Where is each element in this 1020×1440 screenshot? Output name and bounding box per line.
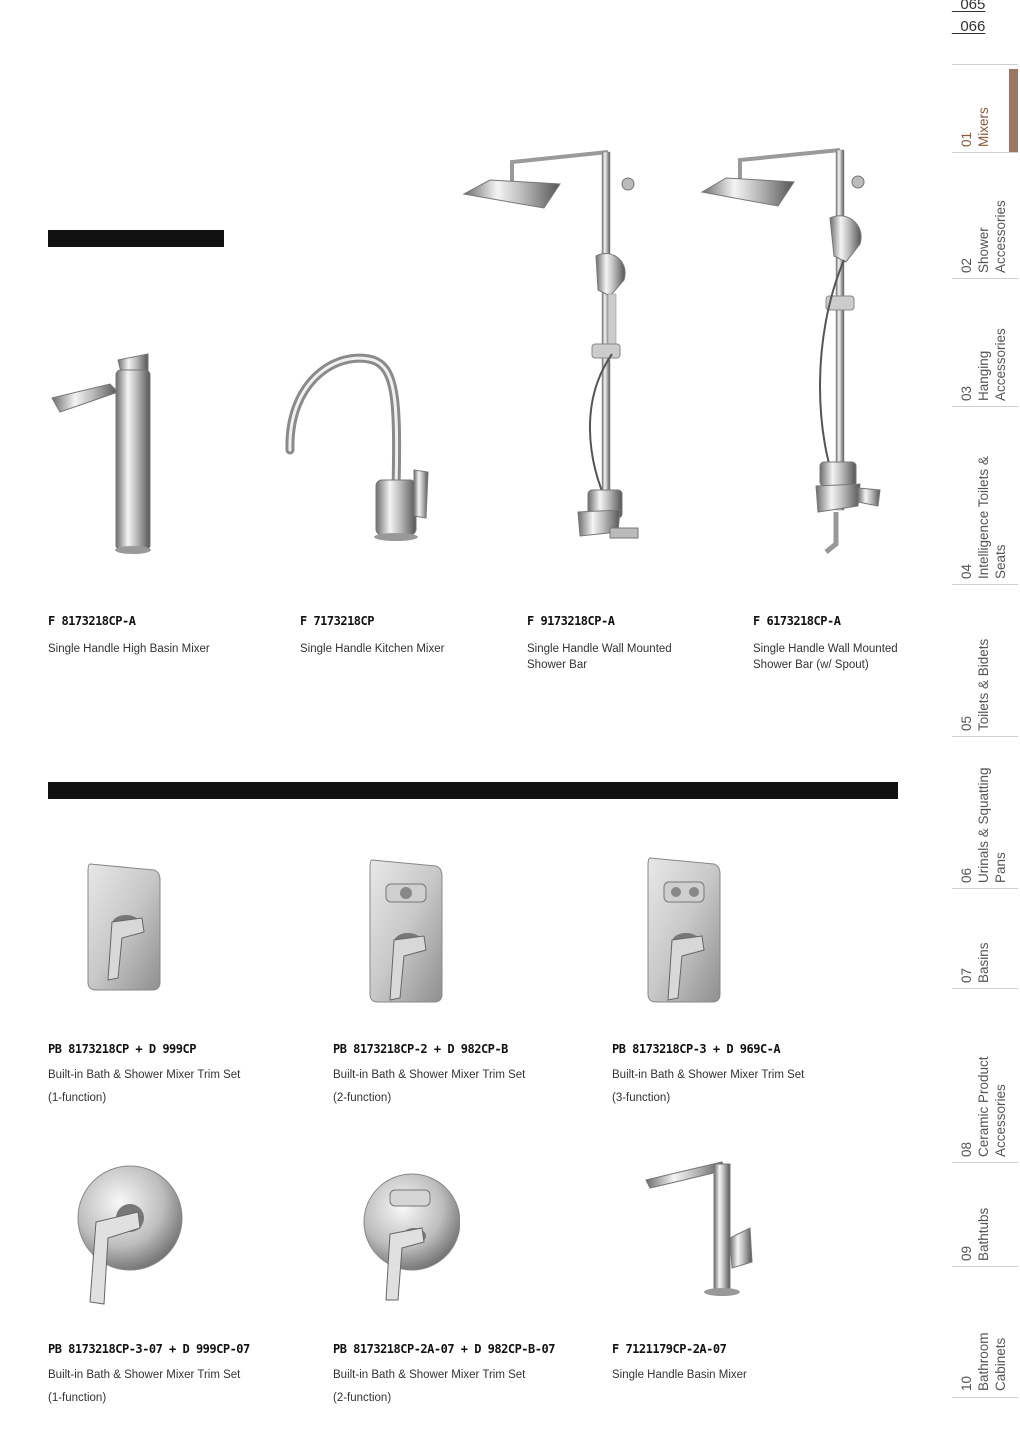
sidebar-tab-toilets-bidets[interactable] — [952, 584, 1018, 737]
product-description — [612, 1064, 804, 1110]
tab-label: Intelligence Toilets & Seats — [976, 456, 1008, 579]
tab-label: Hanging Accessories — [976, 328, 1008, 401]
tab-label: Bathtubs — [976, 1207, 991, 1261]
product-description-line: Built-in Bath & Shower Mixer Trim Set — [333, 1069, 526, 1081]
category-sidebar — [952, 64, 1020, 1396]
trim-set-3-function-icon — [642, 852, 726, 1014]
tab-number: 08 — [959, 1141, 974, 1157]
basin-mixer-icon — [640, 1158, 760, 1300]
round-trim-set-1-function-icon — [68, 1152, 184, 1312]
product-code: F 7121179CP-2A-07 — [612, 1342, 727, 1356]
tab-number: 04 — [959, 563, 974, 579]
tab-number: 05 — [959, 715, 974, 731]
section-2-header-bar — [48, 782, 898, 799]
page-number-left: _065 — [952, 0, 986, 13]
sidebar-tab-intelligence-toilets[interactable] — [952, 406, 1018, 585]
sidebar-tab-bathroom-cabinets[interactable] — [952, 1266, 1018, 1398]
product-description — [48, 1064, 240, 1110]
product-description — [333, 1364, 525, 1410]
product-description — [48, 641, 210, 657]
kitchen-mixer-icon — [278, 340, 438, 550]
product-description — [612, 1364, 747, 1387]
product-description-line: Single Handle Kitchen Mixer — [300, 643, 445, 655]
trim-set-2-function-icon — [364, 854, 448, 1014]
tab-number: 10 — [959, 1375, 974, 1391]
product-description — [527, 641, 672, 673]
product-description-line: (2-function) — [333, 1392, 392, 1404]
sidebar-tab-mixers[interactable] — [952, 64, 1018, 153]
tab-label: Shower Accessories — [976, 200, 1008, 273]
product-description-line: (1-function) — [48, 1092, 107, 1104]
tab-number: 09 — [959, 1245, 974, 1261]
sidebar-tab-urinals[interactable] — [952, 736, 1018, 889]
page-number-right: _066 — [952, 18, 986, 35]
product-description — [48, 1364, 240, 1410]
section-1-header-bar — [48, 230, 224, 247]
tab-label: Basins — [976, 942, 991, 983]
product-code: PB 8173218CP-2 + D 982CP-B — [333, 1042, 508, 1056]
product-description-line: (1-function) — [48, 1392, 107, 1404]
tab-number: 07 — [959, 967, 974, 983]
product-description-line: Built-in Bath & Shower Mixer Trim Set — [333, 1369, 526, 1381]
product-description-line: Single Handle High Basin Mixer — [48, 643, 210, 655]
tab-label: Ceramic Product Accessories — [976, 1056, 1008, 1157]
shower-bar-spout-icon — [698, 140, 888, 570]
product-description-line: Single Handle Wall Mounted — [753, 643, 898, 655]
tab-label: Bathroom Cabinets — [976, 1332, 1008, 1391]
product-description — [753, 641, 898, 673]
product-code: F 7173218CP — [300, 614, 374, 628]
product-code: PB 8173218CP-3-07 + D 999CP-07 — [48, 1342, 250, 1356]
product-description-line: Built-in Bath & Shower Mixer Trim Set — [48, 1069, 241, 1081]
round-trim-set-2-function-icon — [360, 1150, 460, 1310]
product-code: PB 8173218CP-2A-07 + D 982CP-B-07 — [333, 1342, 555, 1356]
product-code: F 8173218CP-A — [48, 614, 136, 628]
tab-number: 06 — [959, 867, 974, 883]
product-description — [300, 641, 444, 657]
product-description-line: (2-function) — [333, 1092, 392, 1104]
tab-label: Urinals & Squatting Pans — [976, 767, 1008, 883]
page-numbers — [952, 0, 985, 38]
tab-label: Mixers — [976, 107, 991, 147]
product-description-line: Built-in Bath & Shower Mixer Trim Set — [48, 1369, 241, 1381]
tab-number: 01 — [959, 131, 974, 147]
tab-number: 02 — [959, 257, 974, 273]
product-code: PB 8173218CP + D 999CP — [48, 1042, 196, 1056]
sidebar-tab-shower-accessories[interactable] — [952, 152, 1018, 279]
trim-set-1-function-icon — [82, 858, 166, 998]
sidebar-tab-hanging-accessories[interactable] — [952, 278, 1018, 407]
sidebar-tab-ceramic-accessories[interactable] — [952, 988, 1018, 1163]
product-code: F 9173218CP-A — [527, 614, 615, 628]
sidebar-tab-bathtubs[interactable] — [952, 1162, 1018, 1267]
product-description-line: (3-function) — [612, 1092, 671, 1104]
product-description-line: Single Handle Wall Mounted — [527, 643, 672, 655]
shower-bar-icon — [460, 140, 650, 570]
sidebar-tab-basins[interactable] — [952, 888, 1018, 989]
product-description-line: Single Handle Basin Mixer — [612, 1369, 747, 1381]
product-description-line: Shower Bar — [527, 659, 588, 671]
product-description — [333, 1064, 525, 1110]
tab-number: 03 — [959, 385, 974, 401]
product-code: F 6173218CP-A — [753, 614, 841, 628]
tab-label: Toilets & Bidets — [976, 638, 991, 731]
high-basin-mixer-icon — [40, 340, 170, 560]
active-tab-indicator — [1009, 69, 1018, 153]
product-code: PB 8173218CP-3 + D 969C-A — [612, 1042, 781, 1056]
product-description-line: Built-in Bath & Shower Mixer Trim Set — [612, 1069, 805, 1081]
product-description-line: Shower Bar (w/ Spout) — [753, 659, 869, 671]
